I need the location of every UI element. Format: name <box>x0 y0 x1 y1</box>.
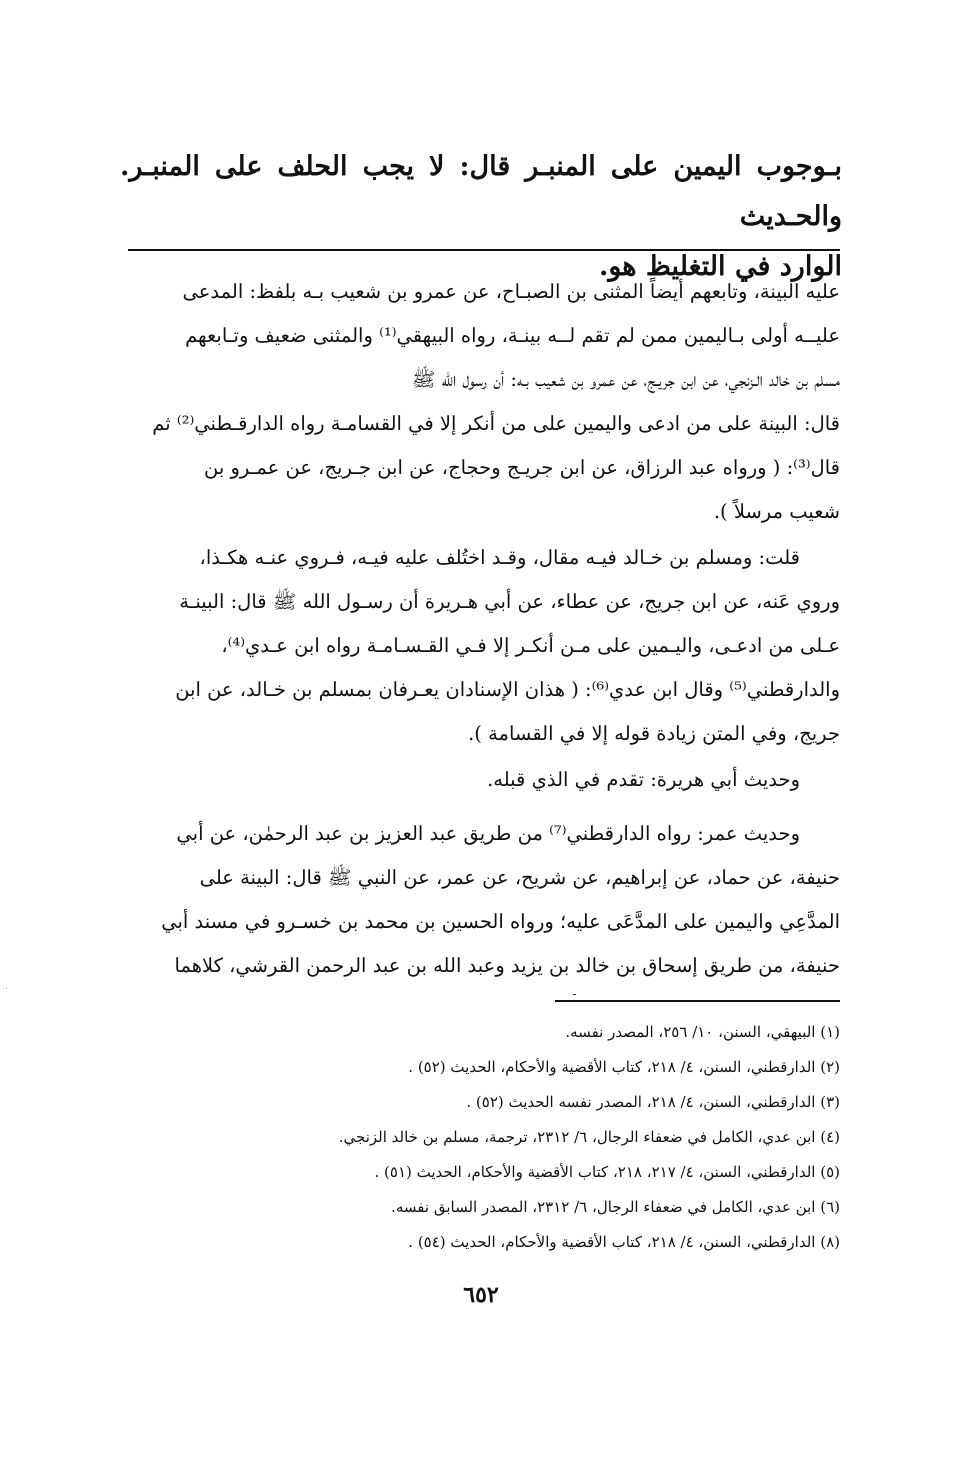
text-line: وحديث أبي هريرة: تقدم في الذي قبله. <box>487 768 800 791</box>
text-line: حنيفة، عن حماد، عن إبراهيم، عن شريح، عن عمر، عن النبي ﷺ قال: البينة على <box>199 866 840 889</box>
footnote-separator-mark: ـ <box>573 987 576 998</box>
text-line: حنيفة، من طريق إسحاق بن خالد بن يزيد وعبد الله بن عبد الرحمن القرشي، كلاهما <box>174 954 840 977</box>
paragraph-1 <box>128 270 840 534</box>
text-line: وروي عَنه، عن ابن جريج، عن عطاء، عن أبي هـريرة أن رسـول الله ﷺ قال: البينـة <box>179 590 840 613</box>
paragraph-3 <box>128 758 840 802</box>
footnote: (٤) ابن عدي، الكامل في ضعفاء الرجال، ٦/ ٢٣١٢، ترجمة، مسلم بن خالد الزنجي. <box>338 1128 840 1146</box>
paragraph-4 <box>128 812 840 988</box>
text-line: بـوجوب اليمين على المنبـر قال: لا يجب الحلف على المنبـر. والحـديث <box>120 151 842 232</box>
text-line: المدَّعِي واليمين على المدَّعَى عليه؛ ورواه الحسين بن محمد بن خسـرو في مسند أبي <box>161 910 840 933</box>
text-line: قال⁽³⁾: ( ورواه عبد الرزاق، عن ابن جريـج وحجاج، عن ابن جـريج، عن عمـرو بن <box>204 456 840 479</box>
footnote: (٢) الدارقطني، السنن، ٤/ ٢١٨، كتاب الأقضية والأحكام، الحديث (٥٢) . <box>408 1058 840 1076</box>
text-line: وحديث عمر: رواه الدارقطني⁽⁷⁾ من طريق عبد العزيز بن عبد الرحمٰن، عن أبي <box>176 822 800 845</box>
footnote: (٦) ابن عدي، الكامل في ضعفاء الرجال، ٦/ ٢٣١٢، المصدر السابق نفسه. <box>391 1198 840 1216</box>
scan-speck <box>6 988 7 989</box>
text-line: عليــه أولى بـاليمين ممن لم تقم لــه بينـة، رواه البيهقي⁽¹⁾ والمثنى ضعيف وتـابعهم <box>185 324 840 347</box>
text-line: قال: البينة على من ادعى واليمين على من أنكر إلا في القسامـة رواه الدارقـطني⁽²⁾ ثم <box>152 412 840 435</box>
footnote: (٨) الدارقطني، السنن، ٤/ ٢١٨، كتاب الأقضية والأحكام، الحديث (٥٤) . <box>408 1233 840 1251</box>
footnote: (٣) الدارقطني، السنن، ٤/ ٢١٨، المصدر نفسه الحديث (٥٢) . <box>466 1093 840 1111</box>
text-line: والدارقطني⁽⁵⁾ وقال ابن عدي⁽⁶⁾: ( هذان الإسنادان يعـرفان بمسلم بن خـالد، عن ابن <box>175 678 840 701</box>
text-line: شعيب مرسلاً ). <box>713 500 840 523</box>
paragraph-2 <box>128 536 840 756</box>
footnote-rule <box>555 1000 840 1002</box>
text-line: قلت: ومسلم بن خـالد فيـه مقال، وقـد اختُلف عليه فيـه، فـروي عنـه هكـذا، <box>199 546 800 569</box>
footnote-separator <box>555 987 840 1003</box>
text-line: عليه البينة، وتابعهم أيضاً المثنى بن الصبـاح، عن عمرو بن شعيب بـه بلفظ: المدعى <box>182 280 840 303</box>
text-line: عـلى من ادعـى، واليـمين على مـن أنكـر إلا فـي القـسـامـة رواه ابن عـدي⁽⁴⁾، <box>221 634 840 657</box>
footnote: (١) البيهقي، السنن، ١٠/ ٢٥٦، المصدر نفسه. <box>565 1023 840 1041</box>
text-line: جريج، وفي المتن زيادة قوله إلا في القسامة ). <box>468 722 840 745</box>
footnotes <box>230 1015 840 1260</box>
text-line: مسلم بن خالد الـزنجي، عن ابن جريـج، عن عمرو بن شعيب بـه: أن رسول الله ﷺ <box>411 368 840 391</box>
text-line: الوارد في التغليظ هو. <box>598 251 842 282</box>
section-divider <box>128 249 840 251</box>
footnote: (٥) الدارقطني، السنن، ٤/ ٢١٧، ٢١٨، كتاب الأقضية والأحكام، الحديث (٥١) . <box>374 1163 840 1181</box>
page-number: ٦٥٢ <box>463 1282 499 1308</box>
